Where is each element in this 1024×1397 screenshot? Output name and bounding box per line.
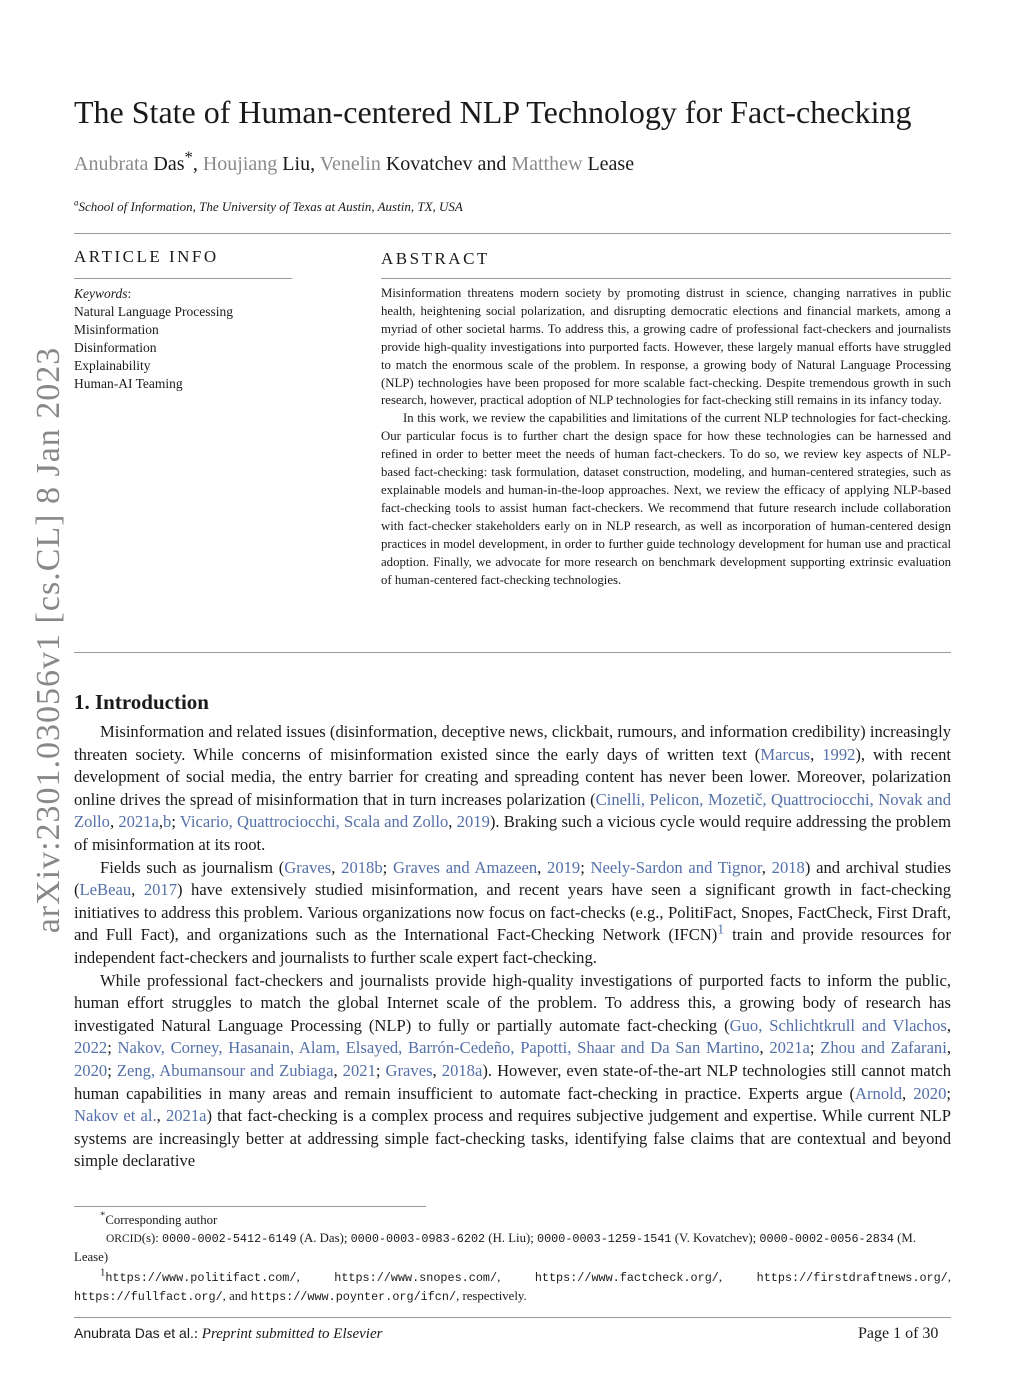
abstract-body [381, 285, 951, 589]
url-link[interactable]: https://firstdraftnews.org/ [756, 1271, 948, 1285]
citation-link[interactable]: LeBeau [79, 880, 132, 900]
citation-link[interactable]: Zhou and Zafarani [820, 1038, 947, 1058]
article-info-heading: ARTICLE INFO [74, 247, 219, 266]
author-list: Anubrata Das*, Houjiang Liu, Venelin Kovatchev and Matthew Lease [74, 147, 635, 175]
citation-link[interactable]: 2020 [74, 1060, 108, 1080]
footnote-corresponding: *Corresponding author [100, 1210, 218, 1227]
citation-link[interactable]: b [163, 812, 172, 832]
citation-link[interactable]: 2022 [74, 1038, 108, 1058]
citation-link[interactable]: Neely-Sardon and Tignor [590, 857, 762, 877]
abstract-paragraph: In this work, we review the capabilities and limitations of the current NLP technologies for fact-checking. Our particular focus is to further chart the design space for how these technologies can be harnessed and refined in order to better meet the needs of human fact-checkers. To do so, we review key aspects of NLP-based fact-checking: task formulation, dataset construction, modeling, and human-centered strategies, such as explainable models and human-in-the-loop approaches. Next, we review the efficacy of applying NLP-based fact-checking tools to assist human fact-checkers. We recommend that future research include collaboration with fact-checker stakeholders early on in NLP research, as well as incorporation of human-centered design practices in model development, in order to further guide technology development for human use and practical adoption. Finally, we advocate for more research on benchmark development supporting extrinsic evaluation of human-centered fact-checking technologies. [381, 411, 951, 587]
url-link[interactable]: https://fullfact.org/ [74, 1290, 223, 1304]
citation-link[interactable]: 2019 [547, 857, 581, 877]
citation-link[interactable]: Graves and Amazeen [392, 857, 538, 877]
footnotes [74, 1211, 951, 1306]
citation-link[interactable]: Arnold [855, 1083, 903, 1103]
section-heading-introduction: 1. Introduction [74, 690, 209, 714]
orcid-link[interactable]: 0000-0002-0056-2834 [759, 1232, 894, 1246]
page-number: Page 1 of 30 [858, 1325, 939, 1342]
header-divider [74, 233, 951, 234]
arxiv-stamp-text: arXiv:2301.03056v1 [cs.CL] 8 Jan 2023 [30, 346, 67, 934]
orcid-link[interactable]: 0000-0002-5412-6149 [162, 1232, 297, 1246]
keyword: Misinformation [74, 322, 159, 337]
abstract-paragraph: Misinformation threatens modern society by promoting distrust in science, changing narratives in public health, heightening social polarization, and disrupting democratic elections and financial markets, among a myriad of other societal harms. To address this, a growing cadre of professional fact-checkers and journalists provide high-quality investigations into purported facts. However, these largely manual efforts have struggled to match the enormous scale of the problem. In response, a growing body of Natural Language Processing (NLP) technologies have been proposed for more scalable fact-checking. Despite tremendous growth in such research, however, practical adoption of NLP technologies for fact-checking still remains in its infancy today. [381, 286, 951, 408]
url-link[interactable]: https://www.factcheck.org/ [534, 1271, 719, 1285]
footer-running-head: Anubrata Das et al.: Preprint submitted to Elsevier [74, 1325, 383, 1342]
citation-link[interactable]: 2021a [165, 1106, 207, 1126]
citation-link[interactable]: Nakov, Corney, Hasanain, Alam, Elsayed, Barrón-Cedeño, Papotti, Shaar and Da San Martino [117, 1038, 760, 1058]
affiliation: $^a$School of Information, The University of Texas at Austin, Austin, TX, USA [74, 197, 463, 214]
footnote-divider [74, 1206, 426, 1207]
footnote-urls: $^1$https://www.politifact.com/, https://www.snopes.com/, https://www.factcheck.org/, https://firstdraftnews.org/, https://fullfact.org/, and https://www.poynter.org/ifcn/, respectively. [74, 1267, 951, 1304]
citation-link[interactable]: 2018a [441, 1060, 483, 1080]
footer-divider [74, 1317, 951, 1318]
citation-link[interactable]: Graves [385, 1060, 433, 1080]
footnote-orcid: ORCID(s): 0000-0002-5412-6149 (A. Das); 0000-0003-0983-6202 (H. Liu); 0000-0003-1259-1541 (V. Kovatchev); 0000-0002-0056-2834 (M. Lease) [74, 1231, 916, 1264]
citation-link[interactable]: Graves [284, 857, 332, 877]
keywords-label: Keywords [74, 286, 128, 301]
url-link[interactable]: https://www.snopes.com/ [334, 1271, 498, 1285]
keyword: Natural Language Processing [74, 304, 233, 319]
url-link[interactable]: https://www.poynter.org/ifcn/ [250, 1290, 457, 1304]
citation-link[interactable]: 2019 [456, 812, 490, 832]
author-kovatchev: Venelin Kovatchev [319, 153, 473, 175]
citation-link[interactable]: Vicario, Quattrociocchi, Scala and Zollo [179, 812, 449, 832]
intro-paragraph: Misinformation and related issues (disinformation, deceptive news, clickbait, rumours, and information credibility) increasingly threaten society. While concerns of misinformation existed since the early days of written text (Marcus, 1992), with recent development of social media, the entry barrier for creating and spreading content has never been lower. Moreover, polarization online drives the spread of misinformation that in turn increases polarization (Cinelli, Pelicon, Mozetič, Quattrociocchi, Novak and Zollo, 2021a,b; Vicario, Quattrociocchi, Scala and Zollo, 2019). Braking such a vicious cycle would require addressing the problem of misinformation at its root. [74, 722, 952, 854]
keyword: Disinformation [74, 340, 157, 355]
orcid-link[interactable]: 0000-0003-0983-6202 [350, 1232, 486, 1246]
paper-title: The State of Human-centered NLP Technology for Fact-checking [74, 94, 912, 130]
citation-link[interactable]: 2021 [342, 1060, 376, 1080]
corresponding-mark: * [184, 147, 193, 167]
citation-link[interactable]: 2021a [118, 812, 159, 832]
citation-link[interactable]: 1992 [822, 744, 856, 764]
intro-paragraph: While professional fact-checkers and journalists provide high-quality investigations of purported facts to inform the public, human effort struggles to match the global Internet scale of the problem. To address this, a growing body of research has investigated Natural Language Processing (NLP) to fully or partially automate fact-checking (Guo, Schlichtkrull and Vlachos, 2022; Nakov, Corney, Hasanain, Alam, Elsayed, Barrón-Cedeño, Papotti, Shaar and Da San Martino, 2021a; Zhou and Zafarani, 2020; Zeng, Abumansour and Zubiaga, 2021; Graves, 2018a). However, even state-of-the-art NLP technologies still cannot match human capabilities in many areas and remain insufficient to automate fact-checking in practice. Experts argue (Arnold, 2020; Nakov et al., 2021a) that fact-checking is a complex process and requires subjective judgement and expertise. While current NLP systems are increasingly better at addressing simple fact-checking tasks, identifying false claims that are contextual and beyond simple declarative [74, 970, 952, 1171]
citation-link[interactable]: 2021a [769, 1038, 810, 1058]
article-info-divider [74, 278, 292, 279]
introduction-body [74, 721, 951, 1173]
abstract-heading: ABSTRACT [381, 249, 490, 268]
url-link[interactable]: https://www.politifact.com/ [105, 1271, 297, 1285]
citation-link[interactable]: 2017 [143, 880, 177, 900]
keyword: Explainability [74, 358, 151, 373]
abstract-end-divider [74, 652, 951, 653]
citation-link[interactable]: Guo, Schlichtkrull and Vlachos [729, 1015, 947, 1035]
orcid-link[interactable]: 0000-0003-1259-1541 [537, 1232, 672, 1246]
arxiv-stamp [22, 320, 76, 960]
keywords-block: Keywords: Natural Language Processing Misinformation Disinformation Explainability Human-AI Teaming [74, 286, 233, 391]
citation-link[interactable]: 2018 [771, 857, 805, 877]
author-das: Anubrata Das* [74, 147, 193, 175]
citation-link[interactable]: 2020 [913, 1083, 947, 1103]
citation-link[interactable]: Zeng, Abumansour and Zubiaga [116, 1060, 334, 1080]
citation-link[interactable]: Nakov et al. [74, 1106, 157, 1126]
abstract-divider [381, 278, 951, 279]
citation-link[interactable]: 2018b [341, 857, 383, 877]
keyword: Human-AI Teaming [74, 376, 183, 391]
citation-link[interactable]: Cinelli, Pelicon, Mozetič, Quattrociocchi, Novak and Zollo [74, 789, 951, 832]
footnote-ref[interactable]: 1 [717, 921, 725, 937]
author-liu: Houjiang Liu [202, 153, 311, 175]
author-lease: Matthew Lease [511, 153, 635, 175]
intro-paragraph: Fields such as journalism (Graves, 2018b; Graves and Amazeen, 2019; Neely-Sardon and Tignor, 2018) and archival studies (LeBeau, 2017) have extensively studied misinformation, and recent years have seen a significant growth in fact-checking initiatives to address this problem. Various organizations now focus on fact-checks (e.g., PolitiFact, Snopes, FactCheck, First Draft, and Full Fact), and organizations such as the International Fact-Checking Network (IFCN)$^1$ train and provide resources for independent fact-checkers and journalists to further scale expert fact-checking. [74, 857, 952, 967]
citation-link[interactable]: Marcus [760, 744, 811, 764]
